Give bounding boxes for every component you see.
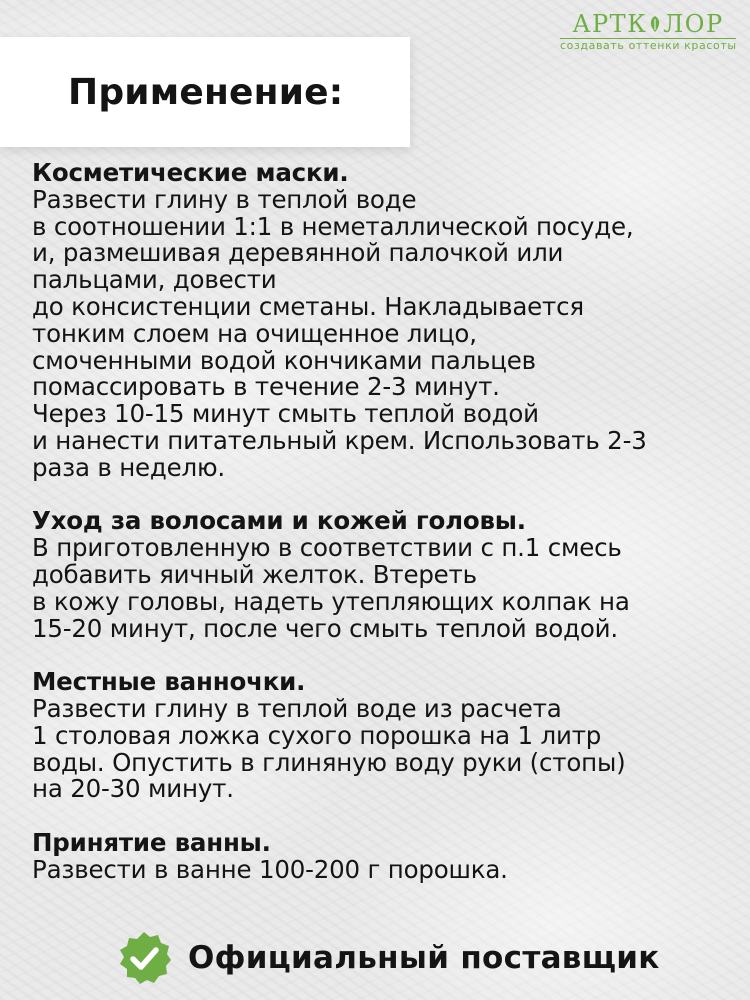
section-hair-care [32, 508, 742, 642]
logo-name-left: АРТК [572, 10, 648, 38]
page-title: Применение: [68, 71, 344, 113]
section-line: добавить яичный желток. Втереть [32, 559, 477, 589]
check-badge-icon [116, 930, 172, 986]
logo-name-right: ЛОР [663, 10, 724, 38]
section-heading: Уход за волосами и кожей головы. [32, 506, 526, 536]
section-line: в кожу головы, надеть утепляющих колпак на [32, 586, 630, 616]
section-line: на 20-30 минут. [32, 774, 234, 804]
section-line: Развести глину в теплой воде из расчета [32, 693, 562, 723]
section-line: до консистенции сметаны. Накладывается [32, 291, 584, 321]
section-heading: Принятие ванны. [32, 827, 271, 857]
section-line: Развести в ванне 100-200 г порошка. [32, 854, 508, 884]
section-line: В приготовленную в соответствии с п.1 смесь [32, 533, 622, 563]
title-card [0, 37, 410, 147]
section-line: раза в неделю. [32, 452, 225, 482]
section-heading: Местные ванночки. [32, 667, 306, 697]
section-line: и нанести питательный крем. Использовать 2-3 [32, 425, 647, 455]
section-cosmetic-masks [32, 160, 742, 482]
official-supplier-footer [116, 926, 660, 990]
leaf-icon [648, 15, 662, 33]
section-line: смоченными водой кончиками пальцев [32, 345, 536, 375]
section-line: тонким слоем на очищенное лицо, [32, 318, 477, 348]
section-line: 15-20 минут, после чего смыть теплой водой. [32, 613, 618, 643]
section-line: помассировать в течение 2-3 минут. [32, 372, 500, 402]
brand-logo [554, 10, 742, 52]
footer-text: Официальный поставщик [188, 940, 660, 976]
section-line: Развести глину в теплой воде [32, 184, 417, 214]
section-line: Через 10-15 минут смыть теплой водой [32, 399, 539, 429]
instructions-content [32, 160, 742, 910]
section-line: пальцами, довести [32, 265, 277, 295]
section-line: 1 столовая ложка сухого порошка на 1 литр [32, 720, 602, 750]
section-line: воды. Опустить в глиняную воду руки (стопы) [32, 747, 626, 777]
logo-name [554, 10, 742, 38]
section-heading: Косметические маски. [32, 158, 349, 187]
section-taking-bath [32, 827, 742, 884]
logo-tagline: создавать оттенки красоты [560, 39, 737, 52]
section-line: в соотношении 1:1 в неметаллической посуде, [32, 211, 634, 241]
section-local-baths [32, 669, 742, 803]
section-line: и, размешивая деревянной палочкой или [32, 238, 564, 268]
